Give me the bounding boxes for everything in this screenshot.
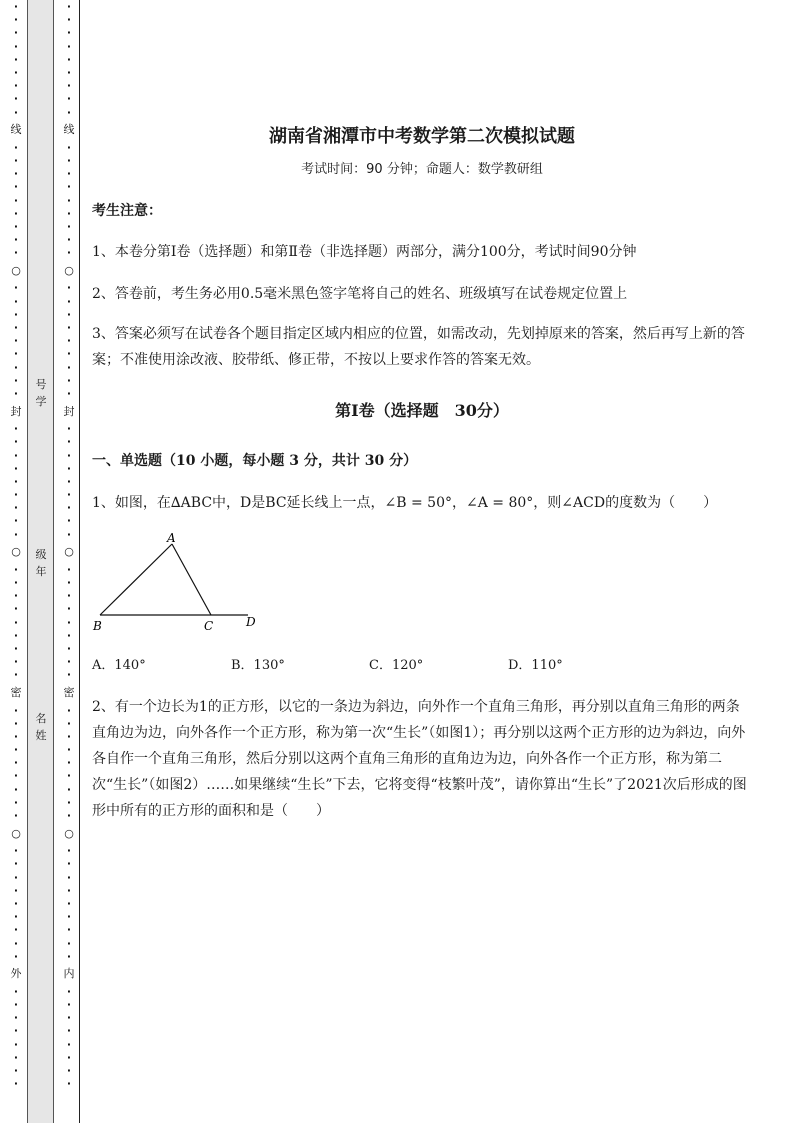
binding-dot: · bbox=[13, 219, 19, 233]
option-c[interactable]: C．120° bbox=[369, 658, 424, 673]
binding-dot: · bbox=[66, 729, 72, 743]
binding-dot: · bbox=[13, 1037, 19, 1051]
binding-marker: ○ bbox=[64, 545, 74, 559]
binding-dot: · bbox=[66, 246, 72, 260]
binding-dot: · bbox=[66, 896, 72, 910]
option-b[interactable]: B．130° bbox=[231, 658, 285, 673]
binding-dot: · bbox=[66, 615, 72, 629]
binding-marker: ○ bbox=[64, 826, 74, 840]
binding-dot: · bbox=[66, 1011, 72, 1025]
binding-marker: 内 bbox=[63, 967, 75, 981]
binding-dot: · bbox=[66, 998, 72, 1012]
binding-rule bbox=[79, 0, 80, 1123]
question-2: 2、有一个边长为1的正方形，以它的一条边为斜边，向外作一个直角三角形，再分别以直角三角形的两条直角边为边，向外各作一个正方形，称为第一次“生长”（如图1）；再分别以这两个正方形的边为斜边，向外各自作一个直角三角形，然后分别以这两个直角三角形的直角边为边，向外各作一个正方形，称为第二次“生长”（如图2）……如果继续“生长”下去，它将变得“枝繁叶茂”，请你算出“生长”了2021次后形成的图形中所有的正方形的面积和是（ ） bbox=[92, 699, 747, 819]
binding-dot: · bbox=[13, 668, 19, 682]
binding-dot: · bbox=[66, 703, 72, 717]
binding-marker: ○ bbox=[11, 826, 21, 840]
label-b: B bbox=[93, 619, 102, 633]
binding-dot: · bbox=[66, 1037, 72, 1051]
binding-dot: · bbox=[13, 167, 19, 181]
binding-dot: · bbox=[66, 949, 72, 963]
binding-marker: 外 bbox=[10, 967, 22, 981]
section-title: 第Ⅰ卷（选择题 30分） bbox=[335, 401, 509, 420]
binding-dot: · bbox=[13, 883, 19, 897]
binding-dot: · bbox=[66, 984, 72, 998]
binding-dot: · bbox=[66, 294, 72, 308]
binding-dot: · bbox=[66, 448, 72, 462]
binding-dot: · bbox=[13, 321, 19, 335]
binding-dot: · bbox=[13, 562, 19, 576]
binding-dot: · bbox=[66, 936, 72, 950]
binding-dot: · bbox=[66, 527, 72, 541]
field-label: 名姓 bbox=[35, 712, 47, 742]
binding-dot: · bbox=[13, 373, 19, 387]
binding-dot: · bbox=[66, 883, 72, 897]
binding-dot: · bbox=[13, 527, 19, 541]
binding-dot: · bbox=[66, 66, 72, 80]
binding-marker: 封 bbox=[63, 404, 75, 418]
binding-dot: · bbox=[13, 795, 19, 809]
binding-dot: · bbox=[66, 193, 72, 207]
binding-dot: · bbox=[13, 984, 19, 998]
binding-dot: · bbox=[66, 501, 72, 515]
binding-dot: · bbox=[66, 857, 72, 871]
binding-dot: · bbox=[13, 514, 19, 528]
binding-dot: · bbox=[66, 716, 72, 730]
binding-dot: · bbox=[13, 334, 19, 348]
binding-dot: · bbox=[13, 386, 19, 400]
binding-dot: · bbox=[13, 743, 19, 757]
notice-item-3: 3、答案必须写在试卷各个题目指定区域内相应的位置，如需改动，先划掉原来的答案，然后再写上新的答案；不准使用涂改液、胶带纸、修正带，不按以上要求作答的答案无效。 bbox=[92, 326, 745, 368]
binding-dot: · bbox=[13, 716, 19, 730]
binding-dot: · bbox=[13, 448, 19, 462]
binding-dot: · bbox=[66, 809, 72, 823]
page-subtitle: 考试时间：90 分钟；命题人：数学教研组 bbox=[301, 162, 543, 177]
binding-marker: 封 bbox=[10, 404, 22, 418]
binding-marker: ○ bbox=[64, 263, 74, 277]
option-a[interactable]: A．140° bbox=[92, 658, 146, 673]
binding-dot: · bbox=[13, 0, 19, 14]
binding-dot: · bbox=[13, 39, 19, 53]
binding-dot: · bbox=[13, 281, 19, 295]
binding-dot: · bbox=[13, 628, 19, 642]
part-heading: 一、单选题（10 小题，每小题 3 分，共计 30 分） bbox=[92, 453, 418, 469]
binding-dot: · bbox=[66, 923, 72, 937]
binding-dot: · bbox=[13, 347, 19, 361]
binding-dot: · bbox=[13, 756, 19, 770]
binding-dot: · bbox=[66, 422, 72, 436]
binding-dot: · bbox=[13, 857, 19, 871]
binding-marker: 线 bbox=[63, 123, 75, 137]
binding-dot: · bbox=[66, 307, 72, 321]
binding-dot: · bbox=[13, 576, 19, 590]
binding-dot: · bbox=[13, 1077, 19, 1091]
binding-dot: · bbox=[13, 949, 19, 963]
binding-dot: · bbox=[66, 641, 72, 655]
binding-dot: · bbox=[66, 233, 72, 247]
binding-dot: · bbox=[66, 769, 72, 783]
binding-dot: · bbox=[66, 562, 72, 576]
binding-dot: · bbox=[13, 233, 19, 247]
binding-dot: · bbox=[66, 219, 72, 233]
notice-item-2: 2、答卷前，考生务必用0.5毫米黑色签字笔将自己的姓名、班级填写在试卷规定位置上 bbox=[92, 286, 628, 302]
binding-dot: · bbox=[66, 321, 72, 335]
binding-dot: · bbox=[13, 474, 19, 488]
binding-dot: · bbox=[13, 1024, 19, 1038]
binding-dot: · bbox=[13, 1011, 19, 1025]
binding-dot: · bbox=[66, 79, 72, 93]
binding-dot: · bbox=[13, 26, 19, 40]
binding-dot: · bbox=[13, 461, 19, 475]
binding-dot: · bbox=[13, 140, 19, 154]
binding-dot: · bbox=[13, 66, 19, 80]
binding-dot: · bbox=[66, 910, 72, 924]
binding-dot: · bbox=[66, 655, 72, 669]
option-d[interactable]: D．110° bbox=[508, 658, 563, 673]
page-title: 湖南省湘潭市中考数学第二次模拟试题 bbox=[269, 126, 575, 147]
binding-dot: · bbox=[66, 153, 72, 167]
binding-dot: · bbox=[13, 92, 19, 106]
binding-marker: ○ bbox=[11, 263, 21, 277]
label-d: D bbox=[246, 615, 256, 629]
binding-dot: · bbox=[66, 514, 72, 528]
binding-marker: ○ bbox=[11, 545, 21, 559]
binding-dot: · bbox=[13, 923, 19, 937]
binding-dot: · bbox=[13, 422, 19, 436]
binding-dot: · bbox=[66, 1024, 72, 1038]
binding-dot: · bbox=[66, 782, 72, 796]
binding-dot: · bbox=[66, 488, 72, 502]
question-1: 1、如图，在∆ABC中，D是BC延长线上一点，∠B = 50°，∠A = 80°，则∠ACD的度数为（ ） bbox=[92, 495, 718, 511]
binding-dot: · bbox=[13, 729, 19, 743]
binding-dot: · bbox=[13, 79, 19, 93]
binding-dot: · bbox=[13, 641, 19, 655]
binding-dot: · bbox=[13, 501, 19, 515]
binding-dot: · bbox=[13, 13, 19, 27]
binding-dot: · bbox=[13, 782, 19, 796]
binding-dot: · bbox=[66, 461, 72, 475]
binding-dot: · bbox=[13, 294, 19, 308]
binding-marker: 线 bbox=[10, 123, 22, 137]
binding-dot: · bbox=[66, 576, 72, 590]
binding-dot: · bbox=[66, 347, 72, 361]
binding-dot: · bbox=[13, 589, 19, 603]
binding-dot: · bbox=[66, 1050, 72, 1064]
binding-dot: · bbox=[13, 936, 19, 950]
binding-dot: · bbox=[13, 488, 19, 502]
label-a: A bbox=[167, 531, 176, 545]
binding-dot: · bbox=[66, 870, 72, 884]
binding-dot: · bbox=[66, 743, 72, 757]
binding-dot: · bbox=[66, 39, 72, 53]
notice-item-1: 1、本卷分第Ⅰ卷（选择题）和第Ⅱ卷（非选择题）两部分，满分100分，考试时间90分钟 bbox=[92, 244, 637, 260]
label-c: C bbox=[204, 619, 214, 633]
binding-dot: · bbox=[13, 844, 19, 858]
binding-dot: · bbox=[66, 105, 72, 119]
field-label: 级年 bbox=[35, 548, 47, 578]
binding-dot: · bbox=[13, 703, 19, 717]
binding-dot: · bbox=[66, 589, 72, 603]
binding-dot: · bbox=[13, 206, 19, 220]
inner-dotted-column bbox=[63, 0, 75, 1123]
binding-dot: · bbox=[66, 756, 72, 770]
binding-dot: · bbox=[66, 206, 72, 220]
binding-dot: · bbox=[13, 153, 19, 167]
binding-dot: · bbox=[13, 307, 19, 321]
binding-dot: · bbox=[66, 844, 72, 858]
binding-dot: · bbox=[13, 246, 19, 260]
binding-dot: · bbox=[66, 795, 72, 809]
binding-dot: · bbox=[66, 360, 72, 374]
binding-dot: · bbox=[13, 896, 19, 910]
student-number-field bbox=[34, 376, 48, 410]
binding-dot: · bbox=[13, 193, 19, 207]
binding-dot: · bbox=[66, 668, 72, 682]
binding-dot: · bbox=[13, 602, 19, 616]
binding-dot: · bbox=[13, 910, 19, 924]
binding-dot: · bbox=[13, 360, 19, 374]
binding-dot: · bbox=[13, 870, 19, 884]
binding-dot: · bbox=[13, 655, 19, 669]
binding-dot: · bbox=[13, 435, 19, 449]
binding-dot: · bbox=[66, 1077, 72, 1091]
binding-dot: · bbox=[66, 13, 72, 27]
notice-heading: 考生注意： bbox=[92, 203, 162, 219]
binding-dot: · bbox=[66, 0, 72, 14]
binding-dot: · bbox=[13, 809, 19, 823]
grade-field bbox=[34, 546, 48, 580]
binding-dot: · bbox=[66, 140, 72, 154]
binding-dot: · bbox=[66, 602, 72, 616]
binding-dot: · bbox=[66, 92, 72, 106]
binding-dot: · bbox=[66, 1064, 72, 1078]
binding-dot: · bbox=[66, 435, 72, 449]
name-field bbox=[34, 710, 48, 744]
binding-dot: · bbox=[66, 26, 72, 40]
binding-dot: · bbox=[13, 52, 19, 66]
binding-dot: · bbox=[66, 180, 72, 194]
binding-dot: · bbox=[66, 386, 72, 400]
binding-marker: 密 bbox=[63, 685, 75, 699]
binding-dot: · bbox=[66, 334, 72, 348]
binding-dot: · bbox=[66, 474, 72, 488]
binding-marker: 密 bbox=[10, 685, 22, 699]
binding-dot: · bbox=[66, 52, 72, 66]
field-label: 号学 bbox=[35, 378, 47, 408]
outer-dotted-column bbox=[10, 0, 22, 1123]
binding-dot: · bbox=[66, 373, 72, 387]
triangle-figure bbox=[92, 528, 272, 638]
binding-dot: · bbox=[13, 1064, 19, 1078]
binding-dot: · bbox=[13, 615, 19, 629]
binding-dot: · bbox=[66, 281, 72, 295]
binding-dot: · bbox=[13, 105, 19, 119]
binding-dot: · bbox=[13, 769, 19, 783]
binding-dot: · bbox=[13, 1050, 19, 1064]
binding-dot: · bbox=[13, 998, 19, 1012]
binding-dot: · bbox=[13, 180, 19, 194]
binding-dot: · bbox=[66, 167, 72, 181]
binding-dot: · bbox=[66, 628, 72, 642]
